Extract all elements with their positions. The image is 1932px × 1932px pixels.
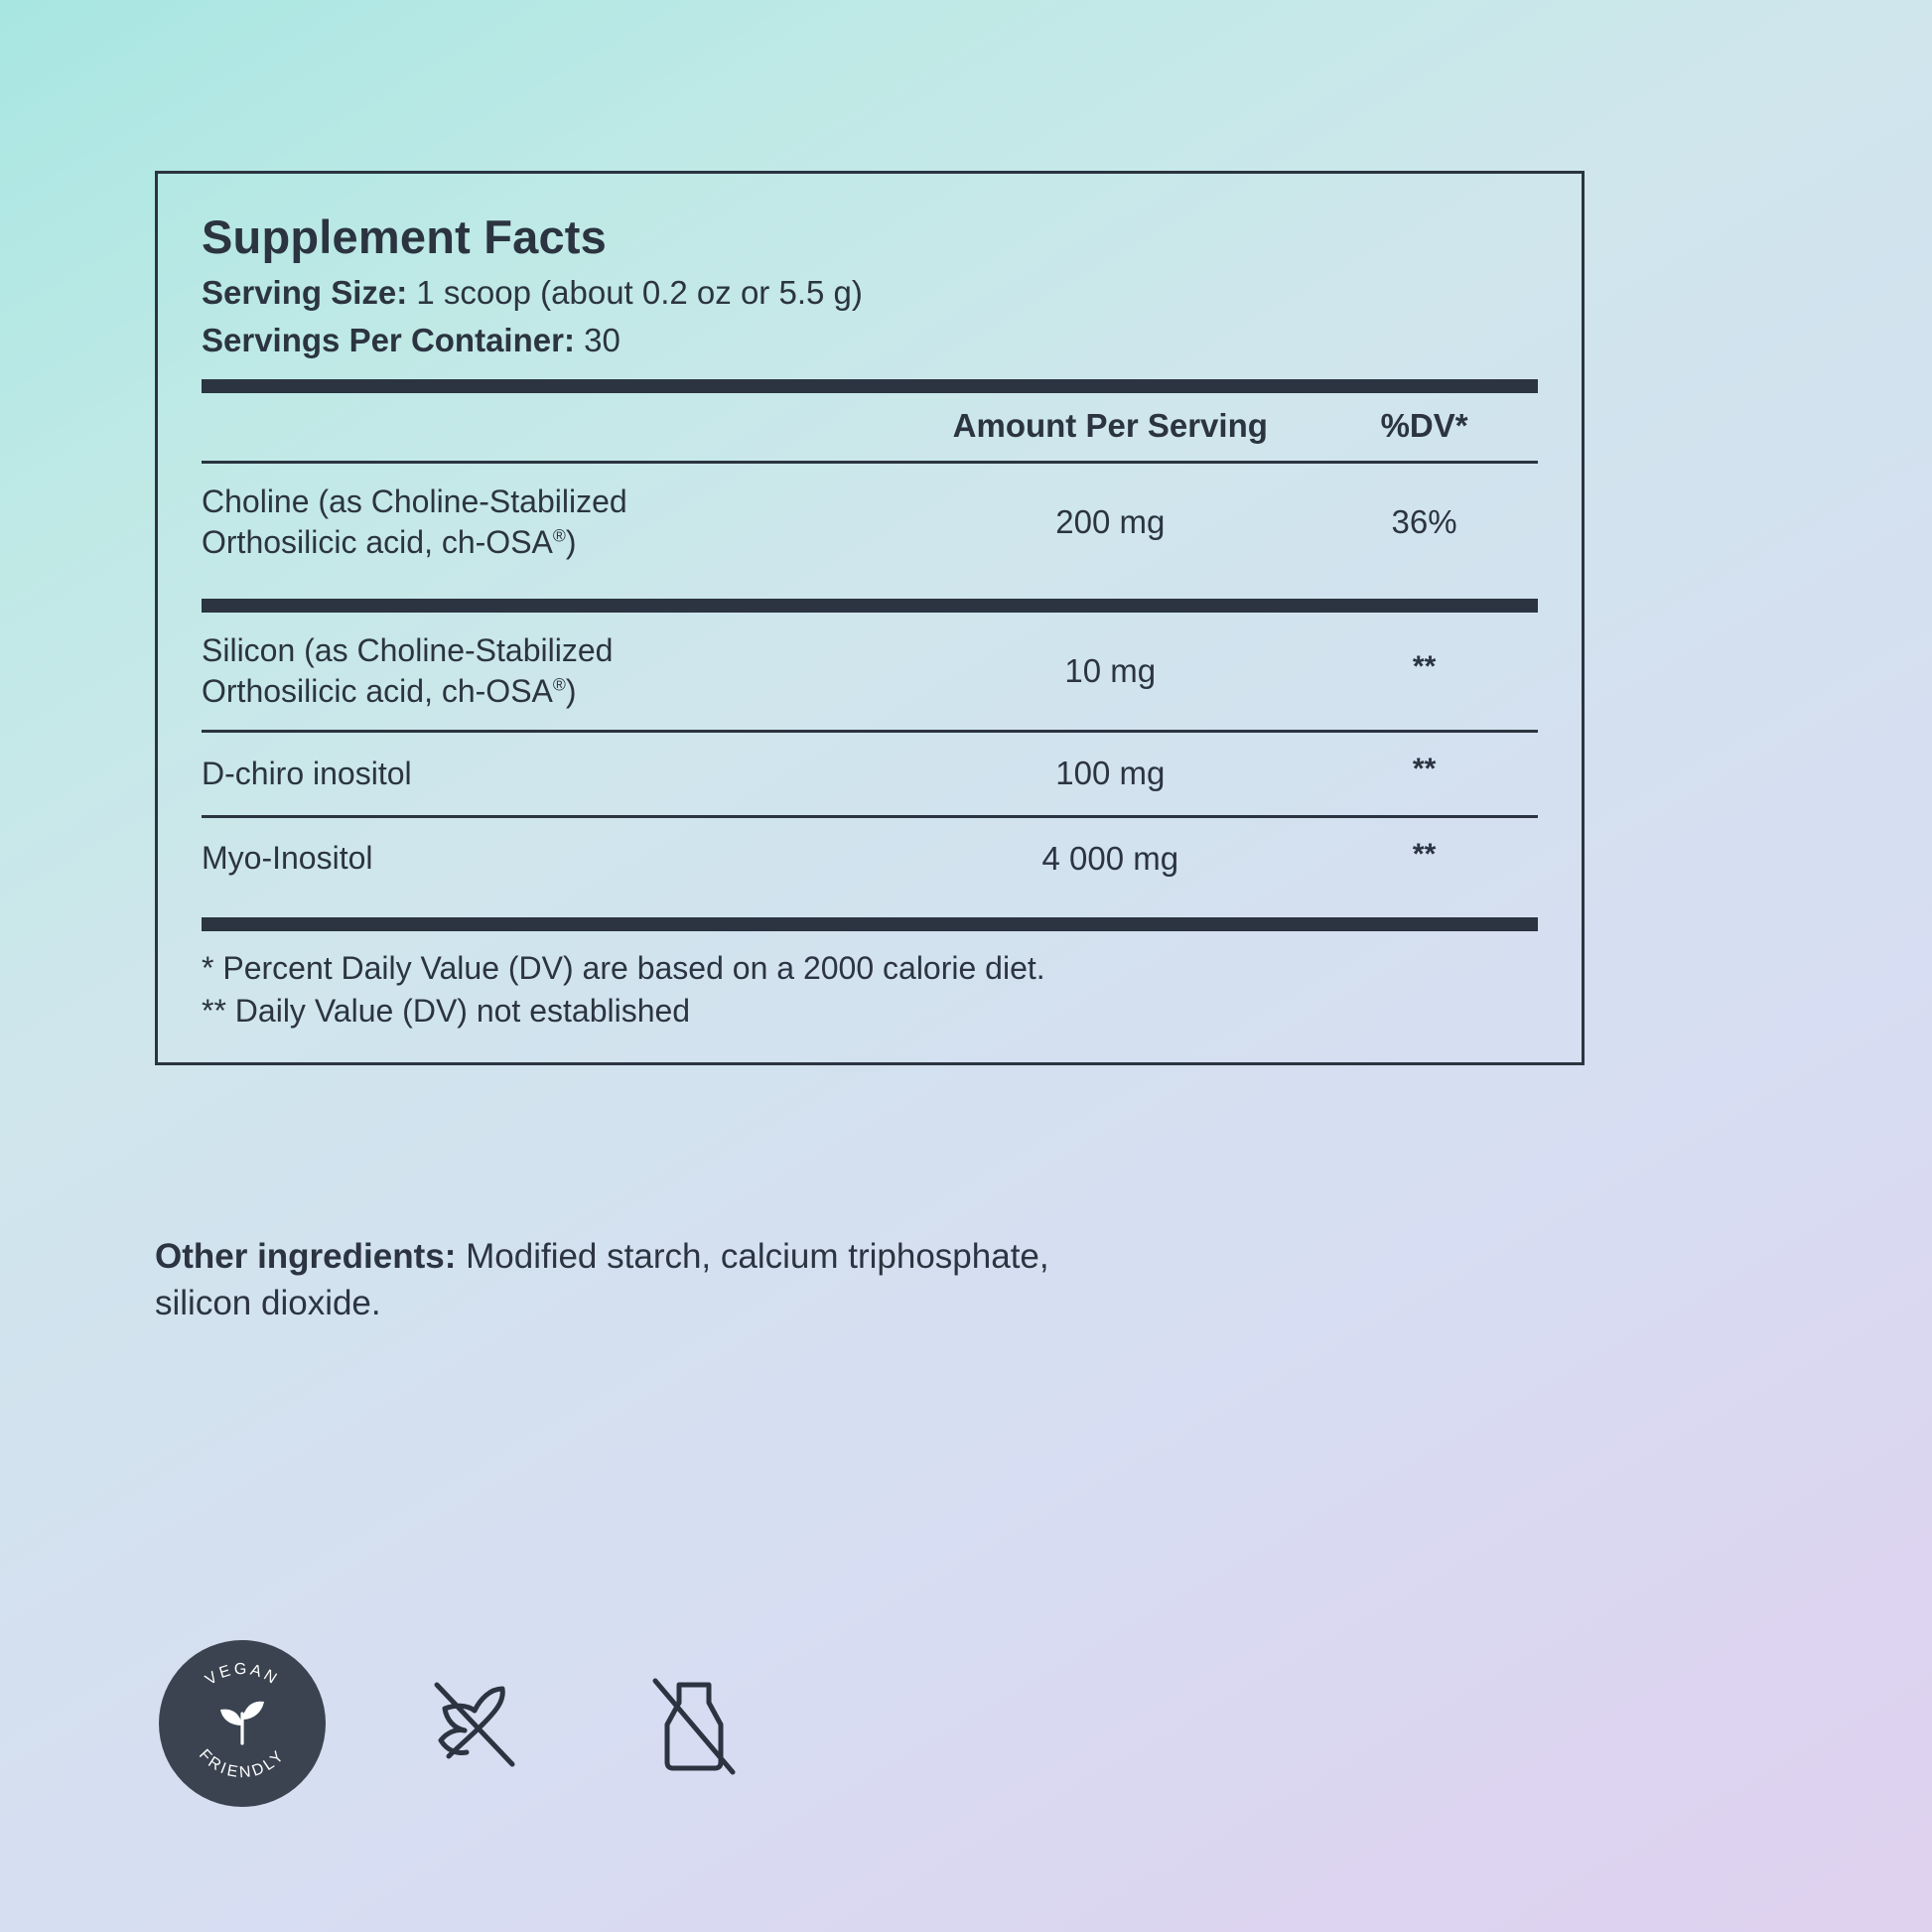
footnote-not-established: ** Daily Value (DV) not established [202,993,691,1030]
footnote-daily-value: * Percent Daily Value (DV) are based on a 2000 calorie diet. [202,950,1045,987]
registered-trademark-icon: ® [552,674,566,695]
other-ingredients-label: Other ingredients: [155,1237,457,1276]
other-ingredients [155,1234,1148,1326]
dairy-free-icon [618,1649,766,1798]
nutrition-row-myo [202,818,1538,899]
gluten-free-icon [397,1649,546,1798]
column-header-name [202,393,909,461]
vegan-friendly-badge-icon [159,1640,326,1807]
ingredient-dv: ** [1412,650,1437,684]
nutrition-row-dchiro [202,733,1538,814]
ingredient-dv: 36% [1391,503,1457,541]
servings-per-container-label: Servings Per Container: [202,322,575,359]
ingredient-dv: ** [1412,753,1437,786]
page-title: Supplement Facts [202,210,608,263]
ingredient-name [202,464,909,581]
nutrition-row-silicon [202,613,1538,730]
table-header-row [202,393,1538,461]
servings-per-container-line [182,320,1558,361]
ingredient-name-line2: Orthosilicic acid, ch-OSA [202,524,553,561]
serving-size-line [182,272,1558,314]
ingredient-name: Myo-Inositol [202,840,373,877]
serving-size-label: Serving Size: [202,274,408,311]
nutrition-table [202,393,1538,461]
certification-badges [159,1640,766,1807]
ingredient-amount: 10 mg [1064,652,1157,690]
ingredient-name [202,613,909,730]
nutrition-row-choline [202,464,1538,581]
divider-thick-bottom [202,917,1538,931]
table-row [202,613,1538,730]
serving-size-value: 1 scoop (about 0.2 oz or 5.5 g) [416,274,863,311]
ingredient-name-suffix: ) [565,524,577,561]
table-row [202,733,1538,814]
ingredient-name-line1: Choline (as Choline-Stabilized [202,483,627,520]
svg-text:VEGAN: VEGAN [203,1660,282,1690]
supplement-facts-panel [155,171,1585,1065]
servings-per-container-value: 30 [584,322,621,359]
ingredient-amount: 100 mg [1055,755,1166,792]
divider-thick-top [202,379,1538,393]
table-row [202,464,1538,581]
table-row [202,818,1538,899]
divider-thick-mid [202,599,1538,613]
ingredient-name: D-chiro inositol [202,756,412,791]
footnotes [182,931,1558,1033]
ingredient-name-line1: Silicon (as Choline-Stabilized [202,632,614,669]
svg-text:FRIENDLY: FRIENDLY [195,1746,290,1782]
other-ingredients-value: Modified starch, calcium triphosphate, silicon dioxide. [155,1237,1049,1322]
column-header-amount: Amount Per Serving [952,407,1268,445]
column-header-dv: %DV* [1380,407,1468,445]
ingredient-amount: 4 000 mg [1041,839,1179,877]
ingredient-dv: ** [1412,837,1437,871]
ingredient-name-line2: Orthosilicic acid, ch-OSA [202,673,553,710]
ingredient-amount: 200 mg [1055,503,1166,541]
ingredient-name-suffix: ) [565,673,577,710]
registered-trademark-icon: ® [552,525,566,546]
